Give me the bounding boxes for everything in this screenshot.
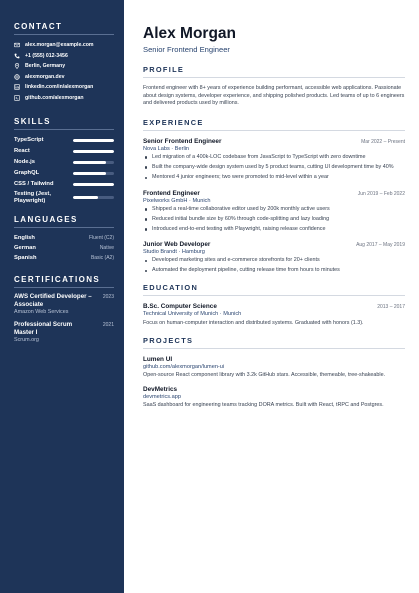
job-title: Senior Frontend Engineer bbox=[143, 137, 222, 145]
job-location: Berlin bbox=[174, 145, 190, 152]
job-company: Pixelworks GmbH bbox=[143, 197, 188, 204]
education-degree: B.Sc. Computer Science bbox=[143, 303, 217, 311]
certification-item bbox=[14, 321, 114, 343]
certification-name: AWS Certified Developer – Associate bbox=[14, 293, 92, 308]
contact-linkedin[interactable] bbox=[14, 82, 114, 93]
skill-bar bbox=[73, 161, 114, 163]
skill-name: TypeScript bbox=[14, 137, 44, 144]
certifications-list bbox=[14, 293, 114, 343]
language-item bbox=[14, 233, 114, 243]
candidate-title: Senior Frontend Engineer bbox=[143, 45, 230, 54]
candidate-name: Alex Morgan bbox=[143, 25, 237, 42]
job-bullet: Led migration of a 400k-LOC codebase from JavaScript to TypeScript with zero downtime bbox=[143, 154, 405, 162]
skill-bar-fill bbox=[73, 196, 98, 198]
contact-website-text: alexmorgan.dev bbox=[25, 73, 65, 80]
contact-linkedin-text: linkedin.com/in/alexmorgan bbox=[25, 84, 94, 91]
skill-bar bbox=[73, 150, 114, 152]
job-location: Hamburg bbox=[181, 249, 205, 256]
skill-name: Node.js bbox=[14, 159, 35, 166]
contact-email[interactable] bbox=[14, 40, 114, 51]
job-date: Jun 2019 – Feb 2022 bbox=[357, 190, 405, 197]
skill-name: CSS / Tailwind bbox=[14, 181, 54, 188]
contact-location-text: Berlin, Germany bbox=[25, 63, 66, 70]
projects-heading: PROJECTS bbox=[143, 336, 405, 349]
language-item bbox=[14, 243, 114, 253]
job-entry bbox=[143, 241, 405, 275]
job-bullet: Introduced end-to-end testing with Playwright, raising release confidence bbox=[143, 226, 405, 234]
project-text: SaaS dashboard for engineering teams tracking DORA metrics. Built with React, tRPC and Postgres. bbox=[143, 402, 384, 409]
job-entry bbox=[143, 138, 405, 182]
main-content bbox=[124, 0, 419, 593]
job-title: Frontend Engineer bbox=[143, 189, 200, 197]
project-name: DevMetrics bbox=[143, 386, 178, 394]
job-bullet: Mentored 4 junior engineers; two were promoted to mid-level within a year bbox=[143, 174, 405, 182]
education-school-line: Technical University of Munich · Munich bbox=[143, 311, 242, 318]
globe-icon bbox=[14, 74, 20, 80]
sidebar bbox=[0, 0, 124, 593]
job-location: Munich bbox=[192, 197, 211, 204]
project-entry bbox=[143, 356, 405, 380]
skills-list bbox=[14, 135, 114, 205]
contact-email-text: alex.morgan@example.com bbox=[25, 42, 94, 49]
contact-heading: CONTACT bbox=[14, 22, 114, 35]
job-bullet: Automated the deployment pipeline, cutting release time from hours to minutes bbox=[143, 267, 405, 275]
skill-bar bbox=[73, 172, 114, 174]
skill-item bbox=[14, 168, 114, 179]
skill-name: Testing (Jest, Playwright) bbox=[14, 191, 51, 204]
language-name: English bbox=[14, 235, 35, 241]
skill-bar bbox=[73, 183, 114, 185]
job-company-line: Pixelworks GmbH · Munich bbox=[143, 197, 211, 204]
language-level: Native bbox=[99, 245, 114, 251]
job-company: Nova Labs bbox=[143, 145, 170, 152]
job-bullet: Built the company-wide design system used by 5 product teams, cutting UI development time by 40% bbox=[143, 164, 405, 172]
certification-org: Amazon Web Services bbox=[14, 309, 69, 316]
certification-name: Professional Scrum Master I bbox=[14, 321, 73, 336]
certification-year: 2023 bbox=[102, 294, 114, 300]
job-bullets bbox=[143, 154, 405, 182]
job-bullet: Reduced initial bundle size by 60% through code-splitting and lazy loading bbox=[143, 216, 405, 224]
skill-bar-fill bbox=[73, 172, 106, 174]
contact-github[interactable] bbox=[14, 93, 114, 104]
languages-heading: LANGUAGES bbox=[14, 215, 114, 228]
contact-github-text: github.com/alexmorgan bbox=[25, 94, 84, 101]
language-name: Spanish bbox=[14, 255, 37, 261]
skill-bar bbox=[73, 139, 114, 141]
education-text: Focus on human-computer interaction and distributed systems. Graduated with honors (1.3). bbox=[143, 320, 364, 327]
project-name: Lumen UI bbox=[143, 355, 173, 363]
contact-phone-text: +1 (555) 012-3456 bbox=[25, 52, 68, 59]
language-level: Basic (A2) bbox=[90, 255, 114, 261]
certification-org: Scrum.org bbox=[14, 337, 39, 344]
job-entry bbox=[143, 190, 405, 234]
experience-heading: EXPERIENCE bbox=[143, 118, 405, 131]
education-entry bbox=[143, 303, 405, 328]
education-location: Munich bbox=[223, 311, 242, 318]
skill-item bbox=[14, 135, 114, 146]
skill-bar-fill bbox=[73, 183, 114, 185]
contact-location bbox=[14, 61, 114, 72]
languages-list bbox=[14, 233, 114, 263]
education-school: Technical University of Munich bbox=[143, 311, 219, 318]
project-text: Open-source React component library with 3.2k GitHub stars. Accessible, themeable, tree-shakeable. bbox=[143, 371, 386, 378]
skill-item bbox=[14, 157, 114, 168]
job-bullet: Shipped a real-time collaborative editor used by 200k monthly active users bbox=[143, 206, 405, 214]
skill-bar-fill bbox=[73, 139, 114, 141]
project-link[interactable]: devmetrics.app bbox=[143, 394, 181, 401]
skill-name: GraphQL bbox=[14, 170, 40, 177]
skill-item bbox=[14, 190, 114, 205]
certification-item bbox=[14, 293, 114, 315]
job-title: Junior Web Developer bbox=[143, 241, 211, 249]
job-date: Aug 2017 – May 2019 bbox=[356, 242, 405, 249]
education-heading: EDUCATION bbox=[143, 283, 405, 296]
language-name: German bbox=[14, 245, 36, 251]
job-company: Studio Brandt bbox=[143, 249, 177, 256]
skill-name: React bbox=[14, 148, 30, 155]
skill-bar-fill bbox=[73, 150, 114, 152]
github-icon bbox=[14, 95, 20, 101]
mail-icon bbox=[14, 42, 20, 48]
contact-website[interactable] bbox=[14, 72, 114, 83]
contact-list bbox=[14, 40, 114, 103]
profile-text: Frontend engineer with 8+ years of experience building performant, accessible web applications. Passionate about design systems, developer experience, and shipping polished products. Led teams of up to 6 engineers and delivered products used by millions. bbox=[143, 85, 405, 107]
certifications-heading: CERTIFICATIONS bbox=[14, 275, 114, 288]
skill-item bbox=[14, 179, 114, 190]
job-bullet: Developed marketing sites and e-commerce storefronts for 20+ clients bbox=[143, 257, 405, 265]
job-bullets bbox=[143, 257, 405, 275]
language-item bbox=[14, 253, 114, 263]
job-date: Mar 2022 – Present bbox=[361, 138, 405, 145]
location-icon bbox=[14, 63, 20, 69]
linkedin-icon bbox=[14, 84, 20, 90]
skill-bar bbox=[73, 196, 114, 198]
certification-year: 2021 bbox=[102, 322, 114, 329]
contact-phone[interactable] bbox=[14, 51, 114, 62]
profile-heading: PROFILE bbox=[143, 65, 405, 78]
education-date: 2013 – 2017 bbox=[377, 304, 405, 311]
skill-bar-fill bbox=[73, 161, 106, 163]
language-level: Fluent (C2) bbox=[88, 235, 114, 241]
job-company-line: Nova Labs · Berlin bbox=[143, 145, 190, 152]
project-link[interactable]: github.com/alexmorgan/lumen-ui bbox=[143, 363, 225, 370]
skills-heading: SKILLS bbox=[14, 117, 114, 130]
phone-icon bbox=[14, 53, 20, 59]
project-entry bbox=[143, 386, 405, 410]
job-bullets bbox=[143, 206, 405, 234]
skill-item bbox=[14, 146, 114, 157]
job-company-line: Studio Brandt · Hamburg bbox=[143, 249, 205, 256]
